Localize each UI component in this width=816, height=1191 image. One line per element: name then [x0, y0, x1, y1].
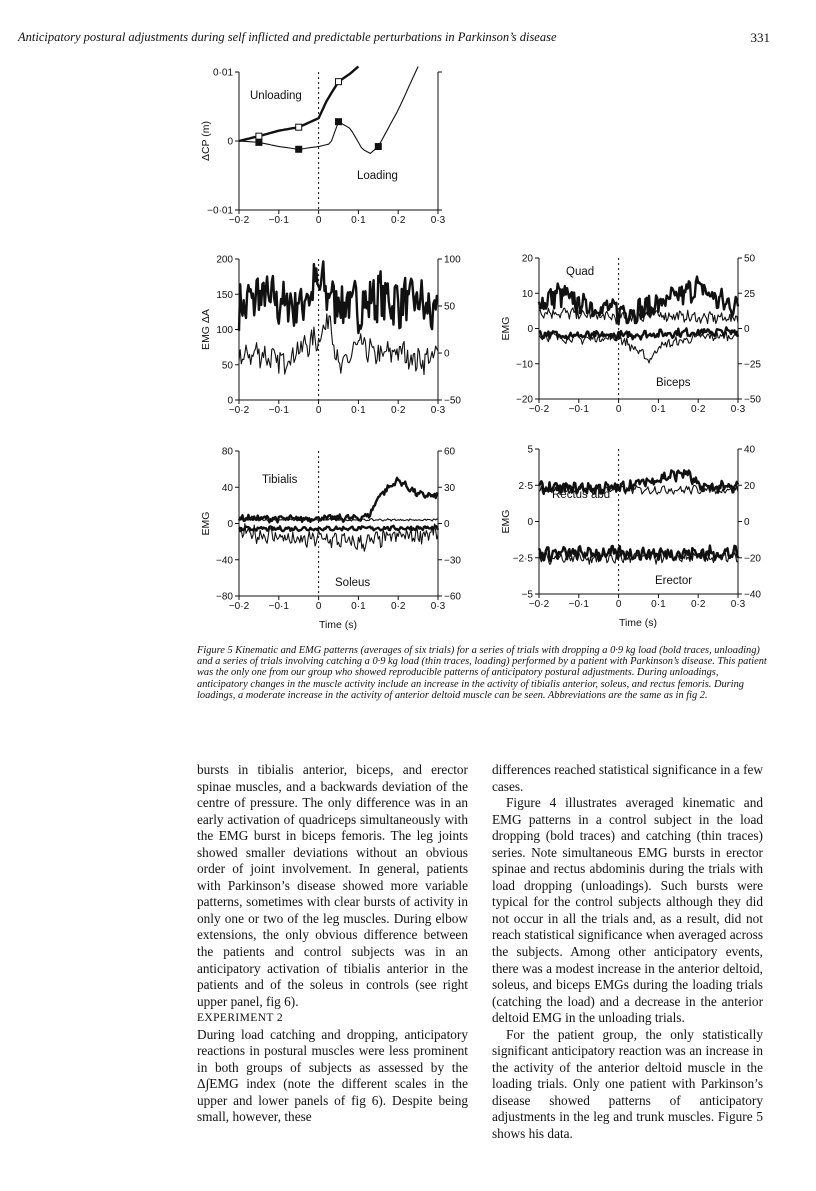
- x-tick-label: −0·2: [528, 404, 550, 415]
- x-tick-label: −0·2: [528, 599, 550, 610]
- y-tick-label: 5: [527, 444, 533, 456]
- chart-panel-emg-quad-biceps: [500, 254, 761, 416]
- y2-tick-label: 60: [444, 446, 456, 458]
- x-tick-label: 0·2: [390, 215, 406, 226]
- chart-panel-emg-rectus-erector: [500, 445, 761, 630]
- y-tick-label: 0: [527, 517, 533, 528]
- chart-panel-emg-tibialis-soleus: [200, 447, 461, 632]
- x-tick-label: 0·2: [690, 404, 706, 415]
- y2-tick-label: −25: [744, 359, 761, 371]
- data-point-marker: [336, 79, 342, 85]
- y-axis-label: EMG: [500, 509, 512, 534]
- body-column-right: [492, 762, 763, 1143]
- x-tick-label: 0: [315, 405, 322, 416]
- series-trace-thin: [239, 314, 438, 375]
- y-tick-label: 2·5: [518, 480, 533, 492]
- x-tick-label: 0·3: [430, 215, 446, 226]
- y-axis-label: EMG: [200, 511, 212, 536]
- y2-tick-label: 30: [444, 482, 456, 494]
- x-tick-label: 0·3: [730, 404, 746, 415]
- body-paragraph: differences reached statistical significance in a few cases.: [492, 762, 763, 794]
- x-tick-label: 0: [315, 215, 322, 226]
- y-tick-label: 0: [527, 324, 533, 335]
- figure-caption: Figure 5 Kinematic and EMG patterns (averages of six trials) for a series of trials with dropping a 0·9 kg load (bold traces, unloading) and a series of trials involving catching a 0·9 kg load (thin traces, loading) performed by a patient with Parkinson’s disease. This patient was the only one from our group who showed reproducible patterns of anticipatory postural adjustments. During unloadings, anticipatory changes in the muscle activity include an increase in the activity of tibialis anterior, soleus, and rectus femoris. During loadings, a moderate increase in the activity of anterior deltoid muscle can be seen. Abbreviations are the same as in fig 2.: [197, 645, 767, 701]
- y-tick-label: −10: [516, 359, 533, 371]
- x-tick-label: 0·1: [351, 215, 366, 226]
- x-axis-label: Time (s): [318, 619, 358, 631]
- y2-tick-label: 0: [444, 348, 450, 360]
- x-axis-label: Time (s): [618, 617, 658, 629]
- x-tick-label: −0·1: [568, 599, 589, 610]
- trace-label: Tibialis: [262, 474, 298, 486]
- data-point-marker: [296, 146, 302, 152]
- x-tick-label: −0·2: [228, 601, 250, 612]
- y2-tick-label: 50: [744, 253, 756, 265]
- page-number: 331: [750, 30, 770, 45]
- series-trace-thin: [239, 67, 418, 154]
- y-tick-label: 50: [221, 360, 233, 372]
- data-point-marker: [256, 133, 262, 139]
- x-tick-label: 0·2: [690, 599, 706, 610]
- y2-tick-label: 0: [744, 324, 750, 335]
- body-paragraph: For the patient group, the only statistically significant anticipatory reaction was an increase in the activity of the anterior deltoid muscle in the loading trials. Only one patient with Parkinson’s disease showed patterns of anticipatory adjustments in the leg and trunk muscles. Figure 5 shows his data.: [492, 1026, 763, 1142]
- y-tick-label: 0: [227, 395, 233, 407]
- y2-tick-label: 40: [744, 444, 756, 456]
- y-tick-label: 20: [521, 253, 533, 265]
- x-tick-label: 0·1: [651, 404, 666, 415]
- x-tick-label: 0·3: [730, 599, 746, 610]
- y-tick-label: −80: [216, 591, 233, 603]
- y2-tick-label: −20: [744, 553, 761, 565]
- x-tick-label: 0·3: [430, 601, 446, 612]
- y-axis-label: EMG ΔA: [200, 309, 212, 350]
- y2-tick-label: 0: [444, 519, 450, 530]
- y2-tick-label: 25: [744, 288, 756, 300]
- series-trace-bold: [539, 470, 738, 494]
- y-tick-label: 10: [521, 288, 533, 300]
- y-tick-label: 40: [221, 482, 233, 494]
- x-tick-label: 0·2: [390, 405, 406, 416]
- y-tick-label: 0·01: [212, 67, 233, 79]
- x-tick-label: 0·1: [651, 599, 666, 610]
- data-point-marker: [296, 124, 302, 130]
- y2-tick-label: −50: [444, 395, 461, 407]
- y2-tick-label: −40: [744, 589, 761, 601]
- x-tick-label: −0·1: [568, 404, 589, 415]
- trace-label: Loading: [357, 170, 398, 182]
- body-paragraph: Figure 4 illustrates averaged kinematic and EMG patterns in a control subject in the load dropping (bold traces) and catching (thin traces) series. Note simultaneous EMG bursts in erector spinae and rectus abdominis during the trials with load dropping (unloadings). Such bursts were typical for the control subjects although they did not occur in all the trials and, as a result, did not reach statistical significance when averaged across the subjects. Among other anticipatory events, there was a modest increase in the anterior deltoid, soleus, and biceps EMGs during the loading trials (catching the load) and a decrease in the anterior deltoid EMG in the unloading trials.: [492, 795, 763, 1026]
- y-axis-label: EMG: [500, 316, 512, 341]
- x-tick-label: −0·1: [268, 405, 289, 416]
- y-tick-label: 0: [227, 136, 233, 148]
- trace-label: Soleus: [335, 577, 371, 589]
- x-tick-label: −0·2: [228, 215, 250, 226]
- chart-panel-emg-deltoid: [200, 255, 461, 417]
- trace-label: Unloading: [250, 90, 302, 102]
- trace-label: Quad: [566, 266, 595, 278]
- y2-tick-label: 20: [744, 480, 756, 492]
- chart-panel-cop: [200, 67, 446, 227]
- x-tick-label: 0·1: [351, 601, 366, 612]
- y2-tick-label: −30: [444, 555, 461, 567]
- trace-label: Erector: [655, 575, 693, 587]
- data-point-marker: [336, 119, 342, 125]
- x-tick-label: −0·1: [268, 215, 289, 226]
- y-tick-label: −2·5: [512, 553, 533, 565]
- y2-tick-label: −60: [444, 591, 461, 603]
- body-column-left: [197, 762, 468, 1126]
- y2-tick-label: 50: [444, 301, 456, 313]
- x-tick-label: 0·2: [390, 601, 406, 612]
- y2-tick-label: 100: [444, 254, 461, 266]
- data-point-marker: [256, 139, 262, 145]
- y-tick-label: 0: [227, 519, 233, 530]
- x-tick-label: 0: [315, 601, 322, 612]
- y-tick-label: 150: [216, 289, 233, 301]
- y-tick-label: 80: [221, 446, 233, 458]
- body-paragraph: bursts in tibialis anterior, biceps, and erector spinae muscles, and a backwards deviation of the centre of pressure. The only difference was in an early activation of quadriceps simultaneously with the EMG burst in biceps femoris. The leg joints showed smaller deviations without an obvious order of joint involvement. In general, patients with Parkinson’s disease showed more variable patterns, sometimes with clear bursts of activity in only one or two of the leg muscles. During elbow extensions, the only obvious difference between the patients and control subjects was in an anticipatory activation of tibialis anterior in the patients and of the soleus in controls (see right upper panel, fig 6).: [197, 762, 468, 1009]
- series-trace-bold: [239, 261, 438, 333]
- section-heading: EXPERIMENT 2: [197, 1012, 284, 1025]
- y-tick-label: −5: [521, 589, 533, 601]
- y-axis-label: ΔCP (m): [200, 120, 212, 162]
- y-tick-label: −40: [216, 555, 233, 567]
- y-tick-label: −0·01: [207, 205, 233, 217]
- y-tick-label: 200: [216, 254, 233, 266]
- trace-label: Rectus abd: [552, 489, 611, 501]
- x-tick-label: 0: [615, 404, 622, 415]
- x-tick-label: 0·3: [430, 405, 446, 416]
- y-tick-label: −20: [516, 394, 533, 406]
- y2-tick-label: 0: [744, 517, 750, 528]
- x-tick-label: −0·1: [268, 601, 289, 612]
- x-tick-label: 0·1: [351, 405, 366, 416]
- trace-label: Biceps: [656, 377, 691, 389]
- x-tick-label: −0·2: [228, 405, 250, 416]
- y-tick-label: 100: [216, 325, 233, 336]
- body-paragraph: During load catching and dropping, anticipatory reactions in postural muscles were less prominent in both groups of subjects as assessed by the Δ∫EMG index (note the different scales in the upper and lower panels of fig 6). Despite being small, however, these: [197, 1026, 468, 1125]
- data-point-marker: [375, 144, 381, 150]
- running-title: Anticipatory postural adjustments during self inflicted and predictable perturbations in Parkinson’s disease: [18, 30, 557, 44]
- y2-tick-label: −50: [744, 394, 761, 406]
- x-tick-label: 0: [615, 599, 622, 610]
